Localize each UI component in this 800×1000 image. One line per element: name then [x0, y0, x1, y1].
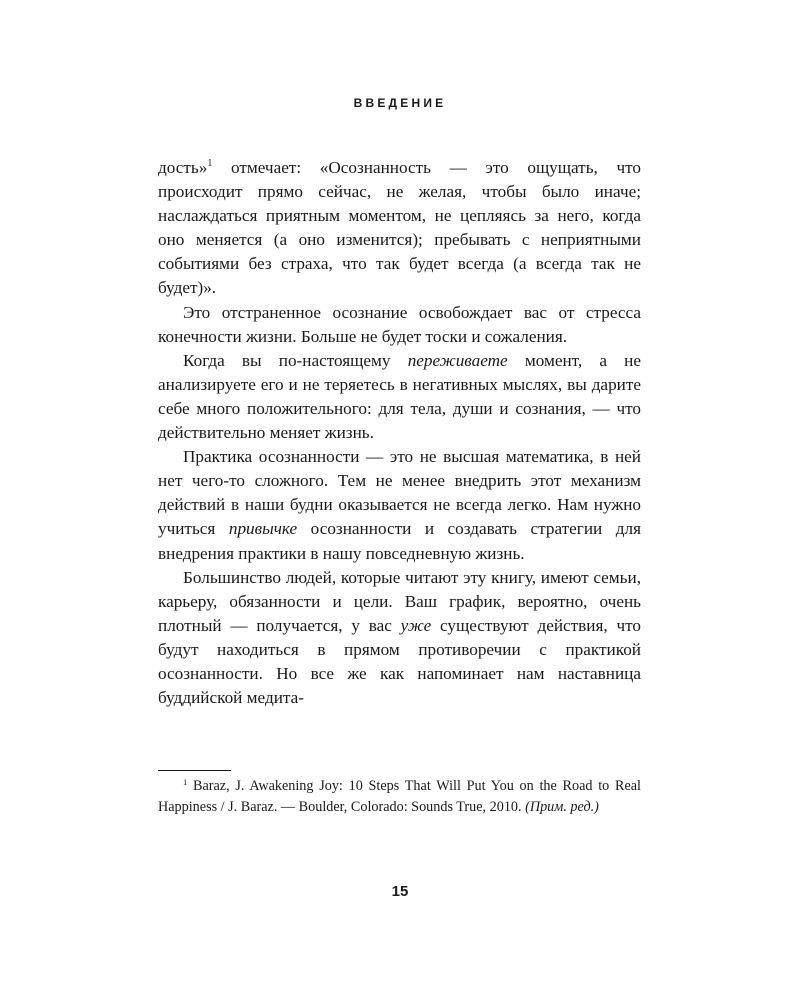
paragraph-4-emphasis: привычке: [228, 519, 298, 539]
paragraph-2: Это отстраненное осознание освобождает вас от стресса конечности жизни. Больше не будет тоски и сожаления.: [158, 302, 641, 346]
paragraph-4-start: Практика осознанности — это не высшая математика, в ней нет чего-то сложного. Тем не менее внедрить этот механизм действий в наши будни оказывается не всегда легко. Нам нужно учиться: [158, 447, 641, 539]
page-number: 15: [391, 883, 409, 900]
paragraph-1-end: отмечает: «Осознанность — это ощущать, что происходит прямо сейчас, не желая, чтобы было иначе; наслаждаться приятным моментом, не цепляясь за него, когда оно меняется (а оно изменится); пребывать с неприятными событиями без страха, что так будет всегда (а всегда так не будет)».: [158, 158, 641, 298]
paragraph-4: [158, 445, 641, 565]
paragraph-1: [158, 156, 641, 301]
footnote-text: Baraz, J. Awakening Joy: 10 Steps That Will Put You on the Road to Real Happiness / J. Baraz. — Boulder, Colorado: Sounds True, 2010.: [158, 778, 641, 815]
footnote-reference: 1: [207, 158, 213, 169]
paragraph-3-start: Когда вы по-настоящему: [183, 350, 408, 370]
paragraph-5-emphasis: уже: [400, 615, 432, 635]
paragraph-4-end: осознанности и создавать стратегии для внедрения практики в нашу повседневную жизнь.: [158, 519, 641, 563]
body-text: [158, 156, 641, 710]
footnote-divider: [158, 770, 231, 771]
footnote: [158, 776, 641, 818]
paragraph-3-end: момент, а не анализируете его и не теряетесь в негативных мыслях, вы дарите себе много положительного: для тела, души и сознания, — что действительно меняет жизнь.: [158, 350, 641, 443]
paragraph-3-emphasis: переживаете: [407, 350, 508, 370]
paragraph-3: [158, 349, 641, 445]
footnote-editor-note: (Прим. ред.): [525, 799, 599, 815]
running-header: ВВЕДЕНИЕ: [353, 96, 447, 110]
paragraph-5: [158, 566, 641, 711]
paragraph-1-start: дость»: [158, 158, 208, 177]
paragraph-5-start: Большинство людей, которые читают эту книгу, имеют семьи, карьеру, обязанности и цели. Ваш график, вероятно, очень плотный — получается, у вас: [158, 567, 641, 635]
footnote-marker: 1: [183, 777, 188, 787]
paragraph-5-end: существуют действия, что будут находиться в прямом противоречии с практикой осознанности. Но все же как напоминает нам наставница буддийской медита-: [158, 615, 641, 708]
